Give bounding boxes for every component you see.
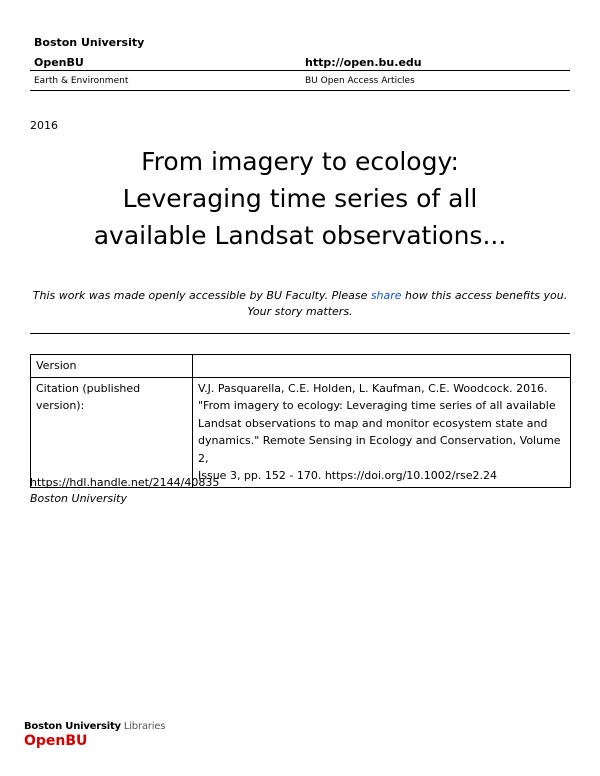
citation-line: dynamics." Remote Sensing in Ecology and Conservation, Volume 2, [198, 434, 561, 465]
version-label: Version [31, 355, 193, 378]
notice-line2: Your story matters. [247, 305, 353, 318]
version-value [193, 355, 571, 378]
header-divider [30, 70, 570, 71]
repository-url[interactable]: http://open.bu.edu [305, 56, 422, 69]
handle-url[interactable]: https://hdl.handle.net/2144/40835 [30, 476, 220, 489]
table-row [31, 377, 571, 487]
logo-institution: Boston University [24, 721, 121, 732]
header-bottom-divider [30, 90, 570, 91]
institution-footer: Boston University [30, 492, 128, 505]
citation-line[interactable]: Issue 3, pp. 152 - 170. https://doi.org/10.1002/rse2.24 [198, 469, 497, 482]
table-row [31, 355, 571, 378]
logo-libraries: Libraries [120, 721, 166, 732]
metadata-table [30, 354, 571, 488]
repository-name: OpenBU [34, 56, 84, 69]
title-line: available Landsat observations... [93, 221, 507, 250]
openbu-logo [24, 721, 165, 749]
title-line: Leveraging time series of all [122, 184, 478, 213]
institution-name: Boston University [34, 36, 145, 49]
notice-text: This work was made openly accessible by BU Faculty. Please [32, 289, 371, 302]
notice-text: how this access benefits you. [401, 289, 568, 302]
document-title [0, 143, 600, 254]
citation-line: "From imagery to ecology: Leveraging time series of all available [198, 399, 556, 412]
citation-value [193, 377, 571, 487]
citation-line: Landsat observations to map and monitor ecosystem state and [198, 416, 548, 430]
collection-name[interactable]: Earth & Environment [34, 76, 129, 86]
title-line: From imagery to ecology: [141, 147, 459, 176]
notice-divider [30, 333, 570, 334]
share-link[interactable]: share [370, 289, 402, 302]
series-name[interactable]: BU Open Access Articles [305, 76, 415, 86]
logo-openbu: OpenBU [24, 733, 88, 749]
citation-label: Citation (published version): [31, 377, 193, 487]
publication-year: 2016 [30, 119, 58, 132]
access-notice [20, 288, 580, 320]
citation-line: V.J. Pasquarella, C.E. Holden, L. Kaufman, C.E. Woodcock. 2016. [198, 381, 548, 395]
